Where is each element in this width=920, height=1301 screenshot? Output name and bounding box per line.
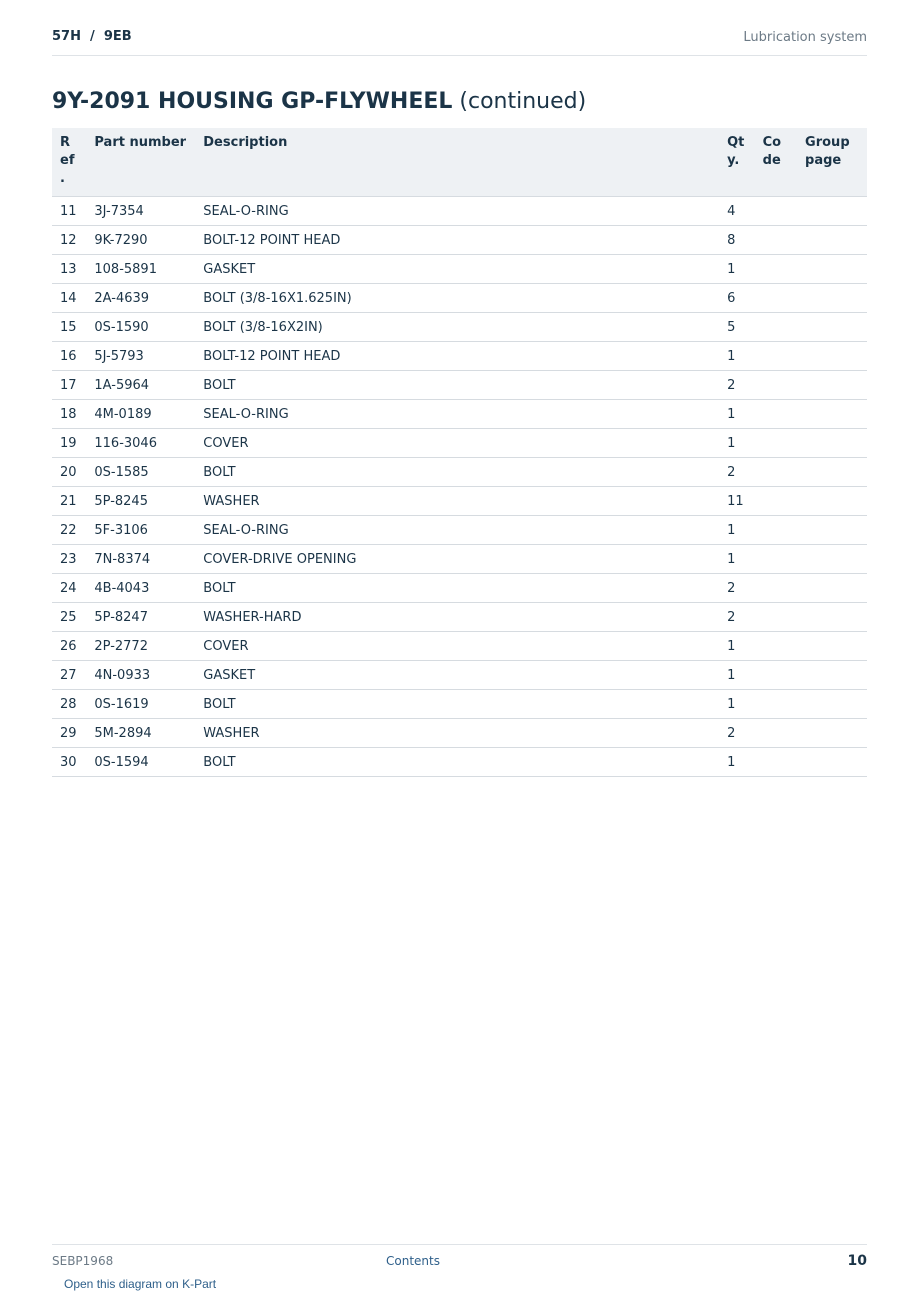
cell-qty: 1 [719,400,755,429]
cell-code [755,748,797,777]
cell-group-page [797,255,867,284]
cell-qty: 8 [719,226,755,255]
cell-code [755,371,797,400]
column-header-ref: Ref. [52,128,86,197]
cell-group-page [797,342,867,371]
cell-qty: 2 [719,574,755,603]
cell-part-number: 5M-2894 [86,719,195,748]
cell-group-page [797,516,867,545]
table-row [52,719,867,748]
cell-part-number: 108-5891 [86,255,195,284]
cell-part-number: 5F-3106 [86,516,195,545]
page-title [52,89,586,114]
cell-code [755,313,797,342]
cell-qty: 11 [719,487,755,516]
cell-group-page [797,603,867,632]
cell-ref: 29 [52,719,86,748]
cell-qty: 1 [719,516,755,545]
cell-qty: 1 [719,748,755,777]
table-row [52,197,867,226]
cell-description: BOLT [195,748,719,777]
cell-group-page [797,226,867,255]
cell-part-number: 4B-4043 [86,574,195,603]
cell-code [755,574,797,603]
title-suffix: (continued) [459,89,587,114]
column-header-qty: Qty. [719,128,755,197]
cell-ref: 15 [52,313,86,342]
table-row [52,429,867,458]
cell-code [755,197,797,226]
cell-code [755,516,797,545]
table-row [52,255,867,284]
cell-part-number: 7N-8374 [86,545,195,574]
cell-qty: 1 [719,661,755,690]
page-number: 10 [847,1253,867,1269]
cell-ref: 18 [52,400,86,429]
cell-ref: 27 [52,661,86,690]
cell-ref: 26 [52,632,86,661]
title-main: 9Y-2091 HOUSING GP-FLYWHEEL [52,89,453,114]
cell-code [755,603,797,632]
cell-part-number: 0S-1594 [86,748,195,777]
column-header-code: Code [755,128,797,197]
cell-qty: 6 [719,284,755,313]
cell-qty: 5 [719,313,755,342]
cell-description: BOLT (3/8-16X1.625IN) [195,284,719,313]
document-id: SEBP1968 [52,1254,114,1268]
cell-group-page [797,661,867,690]
table-row [52,748,867,777]
cell-ref: 16 [52,342,86,371]
cell-qty: 1 [719,342,755,371]
cell-code [755,545,797,574]
cell-ref: 11 [52,197,86,226]
cell-qty: 1 [719,545,755,574]
parts-table [52,128,867,777]
cell-group-page [797,458,867,487]
table-body [52,197,867,777]
cell-description: SEAL-O-RING [195,197,719,226]
cell-qty: 1 [719,429,755,458]
open-kpart-link[interactable]: Open this diagram on K-Part [64,1277,217,1291]
table-header-row [52,128,867,197]
cell-group-page [797,748,867,777]
cell-ref: 17 [52,371,86,400]
cell-group-page [797,545,867,574]
cell-description: SEAL-O-RING [195,400,719,429]
cell-group-page [797,690,867,719]
cell-description: BOLT [195,690,719,719]
cell-ref: 28 [52,690,86,719]
cell-group-page [797,197,867,226]
cell-part-number: 4N-0933 [86,661,195,690]
cell-part-number: 5P-8247 [86,603,195,632]
cell-ref: 21 [52,487,86,516]
cell-qty: 1 [719,690,755,719]
column-header-part-number: Part number [86,128,195,197]
cell-group-page [797,632,867,661]
cell-part-number: 5J-5793 [86,342,195,371]
table-row [52,400,867,429]
table-row [52,342,867,371]
table-row [52,226,867,255]
cell-qty: 2 [719,458,755,487]
cell-qty: 4 [719,197,755,226]
cell-part-number: 2A-4639 [86,284,195,313]
table-row [52,574,867,603]
cell-description: GASKET [195,255,719,284]
cell-qty: 1 [719,632,755,661]
cell-description: WASHER [195,487,719,516]
table-row [52,313,867,342]
cell-ref: 14 [52,284,86,313]
cell-group-page [797,574,867,603]
cell-group-page [797,487,867,516]
cell-description: SEAL-O-RING [195,516,719,545]
cell-description: COVER [195,429,719,458]
cell-part-number: 9K-7290 [86,226,195,255]
table-row [52,545,867,574]
cell-part-number: 5P-8245 [86,487,195,516]
cell-code [755,400,797,429]
cell-part-number: 1A-5964 [86,371,195,400]
cell-code [755,487,797,516]
cell-code [755,458,797,487]
cell-ref: 22 [52,516,86,545]
cell-ref: 13 [52,255,86,284]
cell-group-page [797,719,867,748]
cell-description: WASHER-HARD [195,603,719,632]
cell-part-number: 2P-2772 [86,632,195,661]
table-row [52,371,867,400]
cell-group-page [797,400,867,429]
table-row [52,458,867,487]
contents-link[interactable]: Contents [386,1254,440,1268]
cell-part-number: 116-3046 [86,429,195,458]
table-row [52,284,867,313]
cell-qty: 2 [719,603,755,632]
cell-ref: 12 [52,226,86,255]
cell-description: COVER [195,632,719,661]
cell-group-page [797,429,867,458]
cell-part-number: 4M-0189 [86,400,195,429]
cell-ref: 19 [52,429,86,458]
cell-code [755,632,797,661]
page-header [52,28,867,56]
cell-description: BOLT-12 POINT HEAD [195,342,719,371]
model-code: 57H / 9EB [52,29,132,44]
cell-group-page [797,313,867,342]
column-header-group-page: Group page [797,128,867,197]
table-row [52,690,867,719]
section-name: Lubrication system [743,30,867,45]
cell-ref: 25 [52,603,86,632]
cell-qty: 2 [719,719,755,748]
cell-code [755,255,797,284]
cell-description: BOLT [195,371,719,400]
cell-part-number: 3J-7354 [86,197,195,226]
cell-group-page [797,371,867,400]
cell-description: BOLT (3/8-16X2IN) [195,313,719,342]
cell-code [755,719,797,748]
cell-ref: 30 [52,748,86,777]
cell-description: BOLT [195,458,719,487]
cell-description: BOLT [195,574,719,603]
cell-description: GASKET [195,661,719,690]
cell-code [755,226,797,255]
cell-ref: 24 [52,574,86,603]
cell-ref: 20 [52,458,86,487]
cell-code [755,690,797,719]
cell-code [755,661,797,690]
page-footer [52,1244,867,1301]
column-header-description: Description [195,128,719,197]
table-row [52,632,867,661]
cell-description: WASHER [195,719,719,748]
table-row [52,487,867,516]
cell-qty: 2 [719,371,755,400]
cell-code [755,284,797,313]
table-row [52,516,867,545]
cell-qty: 1 [719,255,755,284]
table-row [52,661,867,690]
cell-part-number: 0S-1619 [86,690,195,719]
cell-description: COVER-DRIVE OPENING [195,545,719,574]
cell-part-number: 0S-1585 [86,458,195,487]
cell-part-number: 0S-1590 [86,313,195,342]
cell-description: BOLT-12 POINT HEAD [195,226,719,255]
cell-ref: 23 [52,545,86,574]
cell-code [755,429,797,458]
table-row [52,603,867,632]
cell-code [755,342,797,371]
cell-group-page [797,284,867,313]
